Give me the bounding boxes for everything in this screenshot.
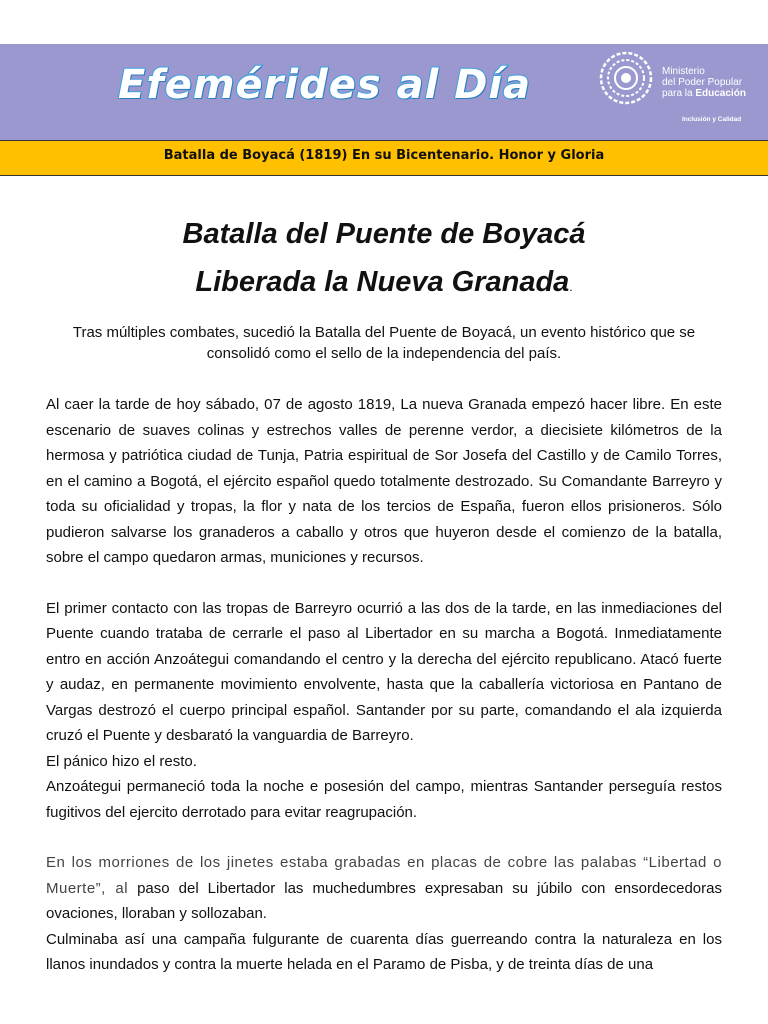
ministry-line-1: Ministerio <box>662 66 705 77</box>
publication-title: Efemérides al Día <box>118 62 532 108</box>
ministry-tagline: Inclusión y Calidad <box>682 116 742 123</box>
article-lead: Tras múltiples combates, sucedió la Batalla del Puente de Boyacá, un evento histórico que se consolidó como el sello de la independencia del país. <box>72 324 696 362</box>
ministry-name <box>662 66 746 99</box>
article-heading-2: Liberada la Nueva Granada. <box>195 266 573 298</box>
header-banner <box>0 44 768 140</box>
paragraph-4: Anzoátegui permaneció toda la noche e posesión del campo, mientras Santander perseguía restos fugitivos del ejercito derrotado para evitar reagrupación. <box>46 778 722 821</box>
paragraph-3: El pánico hizo el resto. <box>46 752 197 770</box>
paragraph-6: Culminaba así una campaña fulgurante de cuarenta días guerreando contra la naturaleza en los llanos inundados y contra la muerte helada en el Paramo de Pisba, y de treinta días de una <box>46 930 722 973</box>
paragraph-5: En los morriones de los jinetes estaba grabadas en placas de cobre las palabas “Libertad o Muerte”, al paso del Libertador las muchedumbres expresaban su júbilo con ensordecedoras ovaciones, lloraban y sollozaban. <box>46 854 722 922</box>
paragraph-1: Al caer la tarde de hoy sábado, 07 de agosto 1819, La nueva Granada empezó hacer libre. En este escenario de suaves colinas y estrechos valles de perenne verdor, a diecisiete kilómetros de la hermosa y patriótica ciudad de Tunja, Patria espiritual de Sor Josefa del Castillo y de Camilo Torres, en el camino a Bogotá, el ejército español quedo totalmente destrozado. Su Comandante Barreyro y toda su oficialidad y tropas, la flor y nata de los tercios de España, fueron ellos prisioneros. Sólo pudieron salvarse los granaderos a caballo y otros que huyeron desde el comienzo de la batalla, sobre el campo quedaron armas, municiones y recursos. <box>46 396 722 566</box>
ministry-logo-icon <box>598 50 654 106</box>
paragraph-2: El primer contacto con las tropas de Barreyro ocurrió a las dos de la tarde, en las inmediaciones del Puente cuando trataba de cerrarle el paso al Libertador en su marcha a Bogotá. Inmediatamente entro en acción Anzoátegui comandando el centro y la derecha del ejército republicano. Atacó fuerte y audaz, en permanente movimiento envolvente, hasta que la caballería victoriosa en Pantano de Vargas destrozó el cuerpo principal español. Santander por su parte, comandando el ala izquierda cruzó el Puente y desbarató la vanguardia de Barreyro. <box>46 599 722 744</box>
article-heading-1: Batalla del Puente de Boyacá <box>182 218 586 250</box>
ministry-line-2: del Poder Popular <box>662 77 743 88</box>
article-body <box>46 392 722 978</box>
subtitle-text: Batalla de Boyacá (1819) En su Bicentenario. Honor y Gloria <box>163 148 605 163</box>
subtitle-bar <box>0 140 768 176</box>
ministry-line-3: para la Educación <box>662 88 746 99</box>
